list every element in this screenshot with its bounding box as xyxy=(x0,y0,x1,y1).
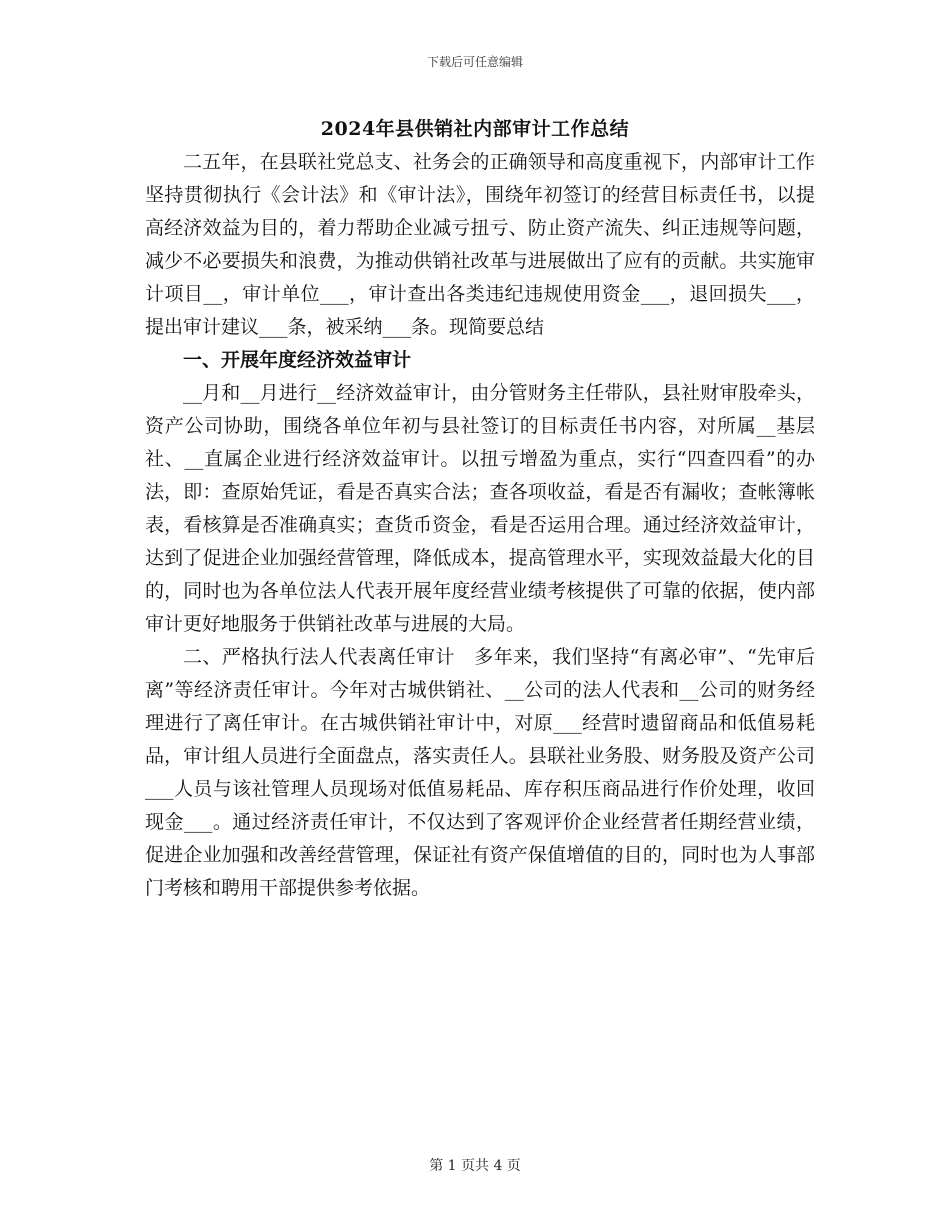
document-title: 2024年县供销社内部审计工作总结 xyxy=(320,118,630,140)
intro-paragraph: 二五年，在县联社党总支、社务会的正确领导和高度重视下，内部审计工作坚持贯彻执行《会计法》和《审计法》，围绕年初签订的经营目标责任书，以提高经济效益为目的，着力帮助企业减亏扭亏、防止资产流失、纠正违规等问题，减少不必要损失和浪费，为推动供销社改革与进展做出了应有的贡献。共实施审计项目__，审计单位___，审计查出各类违纪违规使用资金___，退回损失___，提出审计建议___条，被采纳___条。现简要总结 xyxy=(145,151,815,338)
page-header: 下载后可任意编辑 xyxy=(426,55,523,69)
page-footer: 第 1 页共 4 页 xyxy=(429,1158,521,1174)
section-2-paragraph: 二、严格执行法人代表离任审计 多年来，我们坚持“有离必审”、“先审后离”等经济责任审计。今年对古城供销社、__公司的法人代表和__公司的财务经理进行了离任审计。在古城供销社审计中，对原___经营时遗留商品和低值易耗品，审计组人员进行全面盘点，落实责任人。县联社业务股、财务股及资产公司___人员与该社管理人员现场对低值易耗品、库存积压商品进行作价处理，收回现金___。通过经济责任审计，不仅达到了客观评价企业经营者任期经营业绩，促进企业加强和改善经营管理，保证社有资产保值增值的目的，同时也为人事部门考核和聘用干部提供参考依据。 xyxy=(145,646,815,899)
section-1-paragraph: __月和__月进行__经济效益审计，由分管财务主任带队，县社财审股牵头，资产公司协助，围绕各单位年初与县社签订的目标责任书内容，对所属__基层社、__直属企业进行经济效益审计。以扭亏增盈为重点，实行“四查四看”的办法，即：查原始凭证，看是否真实合法；查各项收益，看是否有漏收；查帐簿帐表，看核算是否准确真实；查货币资金，看是否运用合理。通过经济效益审计，达到了促进企业加强经营管理，降低成本，提高管理水平，实现效益最大化的目的，同时也为各单位法人代表开展年度经营业绩考核提供了可靠的依据，使内部审计更好地服务于供销社改革与进展的大局。 xyxy=(145,382,815,635)
document-body xyxy=(145,146,815,905)
section-1-heading: 一、开展年度经济效益审计 xyxy=(183,349,412,371)
